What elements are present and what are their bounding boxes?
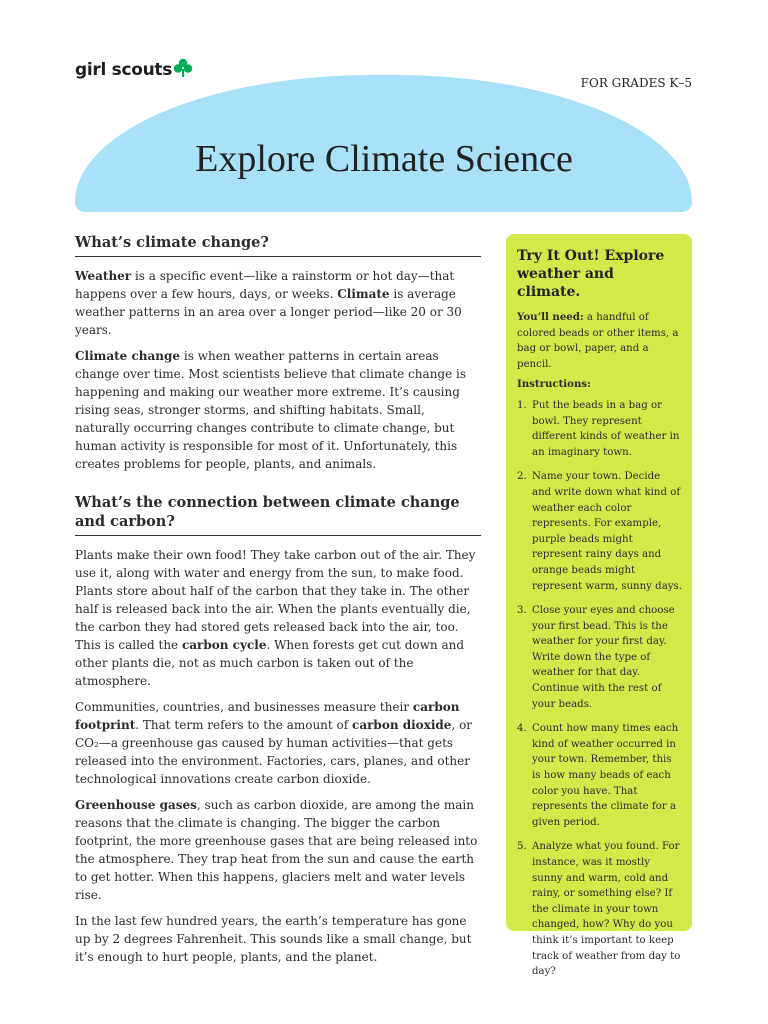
paragraph-weather: Weather is a specific event—like a rainstorm or hot day—that happens over a few hours, days, or weeks. Climate is average weather patterns in an area over a longer period—like 20 or 30 years. [75,269,462,337]
grade-level-label: FOR GRADES K–5 [580,76,692,90]
instructions-list [517,398,682,980]
paragraph-carbon-footprint: Communities, countries, and businesses measure their carbon footprint. That term refers to the amount of carbon dioxide, or CO₂—a greenhouse gas caused by human activities—that gets released into the environment. Factories, cars, planes, and other technological innovations create carbon dioxide. [75,700,473,786]
page-title: Explore Climate Science [195,138,573,180]
heading-climate-change: What’s climate change? [75,233,481,257]
list-item: 1. Put the beads in a bag or bowl. They represent different kinds of weather in an imaginary town. [517,399,680,458]
paragraph-carbon-cycle: Plants make their own food! They take carbon out of the air. They use it, along with water and energy from the sun, to make food. Plants store about half of the carbon that they take in. The other half is released back into the air. When the plants eventually die, the carbon they had stored gets released back into the air, too. This is called the carbon cycle. When forests get cut down and other plants die, not as much carbon is taken out of the atmosphere. [75,548,476,688]
trefoil-icon [173,58,193,78]
sidebar-title: Try It Out! Explore weather and climate. [517,248,665,300]
materials-needed: You’ll need: a handful of colored beads or other items, a bag or bowl, paper, and a pencil. [517,311,679,370]
instructions-label: Instructions: [517,378,591,391]
list-item: 4. Count how many times each kind of weather occurred in your town. Remember, this is how many beads of each color you have. That represents the climate for a given period. [517,723,679,828]
paragraph-temperature: In the last few hundred years, the earth’s temperature has gone up by 2 degrees Fahrenheit. This sounds like a small change, but it’s enough to hurt people, plants, and the planet. [75,914,472,964]
activity-sidebar [506,234,692,978]
list-item: 5. Analyze what you found. For instance, was it mostly sunny and warm, cold and rainy, or something else? If the climate in your town changed, how? Why do you think it’s important to keep track of weather from day to day? [517,841,681,978]
main-content [75,233,481,974]
paragraph-climate-change: Climate change is when weather patterns in certain areas change over time. Most scientists believe that climate change is happening and making our weather more extreme. It’s causing rising seas, stronger storms, and shifting habitats. Small, naturally occurring changes contribute to climate change, but human activity is responsible for most of it. Unfortunately, this creates problems for people, plants, and animals. [75,349,467,471]
list-item: 3. Close your eyes and choose your first bead. This is the weather for your first day. Write down the type of weather for that day. Continue with the rest of your beads. [517,605,675,710]
logo-text: girl scouts [75,60,173,80]
girl-scouts-logo [75,60,193,80]
paragraph-greenhouse-gases: Greenhouse gases, such as carbon dioxide, are among the main reasons that the climate is changing. The bigger the carbon footprint, the more greenhouse gases that are being released into the atmosphere. They trap heat from the sun and cause the earth to get hotter. When this happens, glaciers melt and water levels rise. [75,798,478,902]
list-item: 2. Name your town. Decide and write down what kind of weather each color represents. For example, purple beads might represent rainy days and orange beads might represent warm, sunny days. [517,471,682,592]
heading-carbon-connection: What’s the connection between climate change and carbon? [75,493,481,536]
